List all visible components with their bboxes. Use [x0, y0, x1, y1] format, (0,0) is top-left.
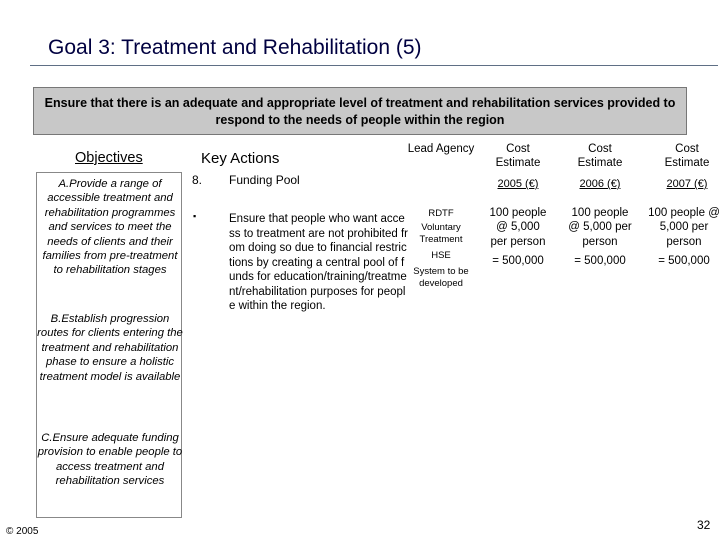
objective-c: C.Ensure adequate funding provision to enable people to access treatment and rehabilitation services: [37, 432, 183, 488]
cost-2007-line1: 100 people @: [648, 207, 720, 219]
year-2006: 2006 (€): [579, 178, 621, 190]
page-number: 32: [697, 518, 711, 532]
cost-2006-total: = 500,000: [574, 255, 626, 267]
objective-a: A.Provide a range of accessible treatment and rehabilitation programmes and services to meet the needs of clients and their families from pre-treatment to rehabilitation stages: [42, 178, 178, 277]
cost-2007-line3: person: [666, 236, 702, 248]
cost-2005-line2: @ 5,000: [496, 221, 540, 233]
goal-statement-box: Ensure that there is an adequate and appropriate level of treatment and rehabilitation services provided to respond to the needs of people within the region: [33, 87, 687, 135]
cost-2006-line1: 100 people: [571, 207, 629, 219]
bullet-icon: ▪: [193, 211, 197, 221]
objectives-heading: Objectives: [75, 150, 143, 166]
title-divider: [30, 65, 718, 66]
key-actions-heading: Key Actions: [201, 150, 280, 167]
lead-agency-system: System to be developed: [413, 266, 469, 289]
lead-agency-header: Lead Agency: [407, 143, 475, 155]
cost-estimate-header-2007: Cost Estimate: [664, 143, 710, 169]
cost-2006-line2: @ 5,000 per: [568, 221, 632, 233]
year-2007: 2007 (€): [666, 178, 708, 190]
copyright-notice: © 2005: [6, 526, 39, 537]
lead-agency-voluntary: Voluntary Treatment: [419, 222, 463, 245]
cost-2006-line3: person: [582, 236, 618, 248]
action-title: Funding Pool: [229, 173, 300, 187]
year-2005: 2005 (€): [497, 178, 539, 190]
cost-2005-total: = 500,000: [492, 255, 544, 267]
lead-agency-rdtf: RDTF: [428, 208, 454, 219]
cost-2007-line2: 5,000 per: [659, 221, 709, 233]
cost-estimate-header-2006: Cost Estimate: [577, 143, 623, 169]
objective-b: B.Establish progression routes for clients entering the treatment and rehabilitation phase to ensure a holistic treatment model is available: [37, 313, 183, 383]
cost-estimate-header-2005: Cost Estimate: [495, 143, 541, 169]
objectives-box: [36, 172, 182, 518]
lead-agency-hse: HSE: [431, 250, 451, 261]
action-number: 8.: [192, 173, 203, 187]
cost-2005-line3: per person: [490, 236, 546, 248]
cost-2007-total: = 500,000: [658, 255, 710, 267]
slide-title: Goal 3: Treatment and Rehabilitation (5): [48, 36, 422, 59]
action-description: Ensure that people who want access to treatment are not prohibited from doing so due to financial restrictions by creating a central pool of funds for education/training/treatment/rehabilitation purposes for people within the region.: [229, 213, 408, 312]
cost-2005-line1: 100 people: [489, 207, 547, 219]
